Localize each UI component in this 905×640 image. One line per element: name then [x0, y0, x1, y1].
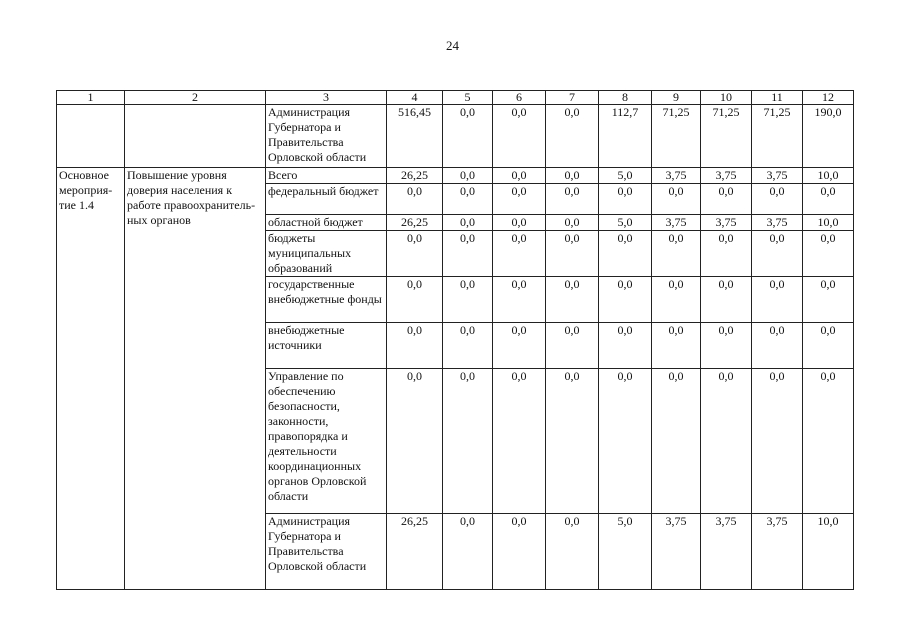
value-cell: 71,25	[752, 105, 803, 168]
value-cell: 0,0	[443, 369, 493, 514]
value-cell: 0,0	[443, 184, 493, 215]
value-cell: 0,0	[546, 168, 599, 184]
value-cell: 26,25	[387, 514, 443, 590]
value-cell: 3,75	[652, 168, 701, 184]
value-cell: 0,0	[493, 369, 546, 514]
value-cell: 0,0	[387, 231, 443, 277]
source-cell: Всего	[266, 168, 387, 184]
value-cell: 0,0	[443, 105, 493, 168]
value-cell: 0,0	[546, 323, 599, 369]
value-cell: 0,0	[752, 323, 803, 369]
table-row	[57, 105, 854, 168]
source-cell: областной бюджет	[266, 215, 387, 231]
source-cell: Администрация Губернатора и Правительства Орловской области	[266, 105, 387, 168]
value-cell: 26,25	[387, 168, 443, 184]
measure-title-cell: Повышение уровня доверия населения к работе правоохранитель-ных органов	[125, 168, 266, 590]
header-col-11: 11	[752, 91, 803, 105]
value-cell: 0,0	[701, 184, 752, 215]
value-cell: 0,0	[803, 184, 854, 215]
value-cell: 71,25	[701, 105, 752, 168]
value-cell: 0,0	[752, 184, 803, 215]
header-col-12: 12	[803, 91, 854, 105]
value-cell: 190,0	[803, 105, 854, 168]
source-cell: федеральный бюджет	[266, 184, 387, 215]
value-cell: 0,0	[387, 184, 443, 215]
source-cell: государственные внебюджетные фонды	[266, 277, 387, 323]
value-cell: 0,0	[803, 369, 854, 514]
empty-cell	[57, 105, 125, 168]
value-cell: 0,0	[493, 215, 546, 231]
value-cell: 10,0	[803, 215, 854, 231]
budget-table	[56, 90, 854, 590]
header-col-2: 2	[125, 91, 266, 105]
value-cell: 5,0	[599, 215, 652, 231]
value-cell: 0,0	[652, 277, 701, 323]
value-cell: 0,0	[599, 184, 652, 215]
table-row	[57, 168, 854, 184]
value-cell: 10,0	[803, 168, 854, 184]
header-col-10: 10	[701, 91, 752, 105]
value-cell: 0,0	[752, 277, 803, 323]
value-cell: 0,0	[701, 231, 752, 277]
value-cell: 0,0	[443, 231, 493, 277]
value-cell: 0,0	[752, 231, 803, 277]
value-cell: 0,0	[443, 168, 493, 184]
value-cell: 3,75	[752, 514, 803, 590]
source-cell: Управление по обеспечению безопасности, законности, правопорядка и деятельности координационных органов Орловской области	[266, 369, 387, 514]
value-cell: 3,75	[701, 514, 752, 590]
header-col-7: 7	[546, 91, 599, 105]
source-cell: Администрация Губернатора и Правительства Орловской области	[266, 514, 387, 590]
value-cell: 0,0	[546, 231, 599, 277]
value-cell: 0,0	[493, 184, 546, 215]
value-cell: 71,25	[652, 105, 701, 168]
value-cell: 0,0	[701, 323, 752, 369]
header-col-8: 8	[599, 91, 652, 105]
value-cell: 0,0	[803, 277, 854, 323]
value-cell: 0,0	[387, 323, 443, 369]
value-cell: 0,0	[652, 323, 701, 369]
value-cell: 0,0	[493, 105, 546, 168]
header-col-3: 3	[266, 91, 387, 105]
value-cell: 0,0	[443, 323, 493, 369]
page-number: 24	[446, 38, 459, 53]
value-cell: 26,25	[387, 215, 443, 231]
value-cell: 0,0	[493, 168, 546, 184]
value-cell: 0,0	[546, 184, 599, 215]
value-cell: 0,0	[443, 514, 493, 590]
source-cell: бюджеты муниципальных образований	[266, 231, 387, 277]
header-col-1: 1	[57, 91, 125, 105]
value-cell: 0,0	[443, 215, 493, 231]
value-cell: 0,0	[493, 323, 546, 369]
value-cell: 3,75	[701, 215, 752, 231]
value-cell: 0,0	[546, 105, 599, 168]
value-cell: 112,7	[599, 105, 652, 168]
value-cell: 3,75	[652, 514, 701, 590]
value-cell: 3,75	[701, 168, 752, 184]
value-cell: 0,0	[493, 231, 546, 277]
value-cell: 0,0	[803, 231, 854, 277]
header-col-6: 6	[493, 91, 546, 105]
value-cell: 516,45	[387, 105, 443, 168]
value-cell: 3,75	[752, 168, 803, 184]
header-col-5: 5	[443, 91, 493, 105]
value-cell: 3,75	[752, 215, 803, 231]
header-col-9: 9	[652, 91, 701, 105]
value-cell: 0,0	[701, 369, 752, 514]
value-cell: 0,0	[652, 184, 701, 215]
value-cell: 5,0	[599, 168, 652, 184]
value-cell: 0,0	[803, 323, 854, 369]
source-cell: внебюджетные источники	[266, 323, 387, 369]
measure-label-cell: Основное мероприя-тие 1.4	[57, 168, 125, 590]
empty-cell	[125, 105, 266, 168]
value-cell: 0,0	[387, 277, 443, 323]
value-cell: 0,0	[387, 369, 443, 514]
value-cell: 3,75	[652, 215, 701, 231]
value-cell: 0,0	[599, 323, 652, 369]
header-col-4: 4	[387, 91, 443, 105]
value-cell: 5,0	[599, 514, 652, 590]
value-cell: 0,0	[546, 514, 599, 590]
value-cell: 0,0	[599, 277, 652, 323]
value-cell: 0,0	[652, 369, 701, 514]
value-cell: 0,0	[546, 277, 599, 323]
value-cell: 10,0	[803, 514, 854, 590]
value-cell: 0,0	[546, 369, 599, 514]
value-cell: 0,0	[599, 369, 652, 514]
value-cell: 0,0	[752, 369, 803, 514]
value-cell: 0,0	[493, 277, 546, 323]
header-row	[57, 91, 854, 105]
value-cell: 0,0	[443, 277, 493, 323]
value-cell: 0,0	[546, 215, 599, 231]
value-cell: 0,0	[701, 277, 752, 323]
value-cell: 0,0	[652, 231, 701, 277]
value-cell: 0,0	[493, 514, 546, 590]
value-cell: 0,0	[599, 231, 652, 277]
